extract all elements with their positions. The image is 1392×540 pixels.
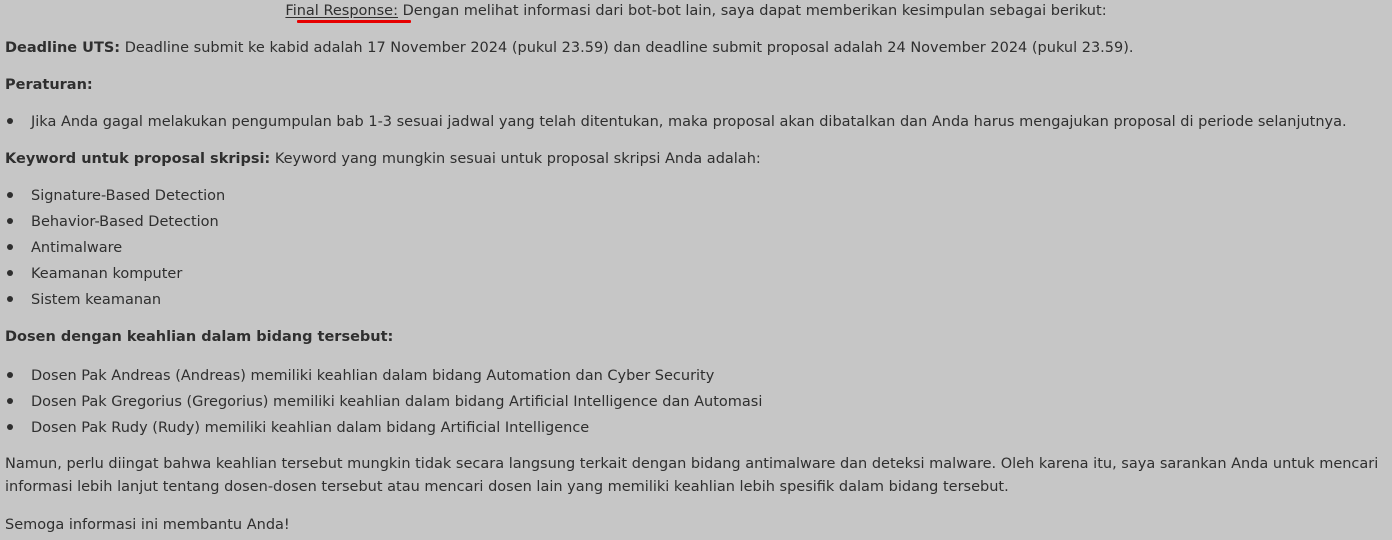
deadline-text: Deadline submit ke kabid adalah 17 November 2024 (pukul 23.59) dan deadline submit proposal adalah 24 November 2024 (pukul 23.59).	[120, 40, 1134, 56]
peraturan-heading: Peraturan:	[5, 77, 93, 93]
dosen-heading: Dosen dengan keahlian dalam bidang tersebut:	[5, 329, 394, 345]
list-item	[5, 366, 1388, 392]
list-item	[5, 212, 1388, 238]
bullet-icon	[7, 270, 13, 276]
list-item	[5, 418, 1388, 444]
bullet-icon	[7, 372, 13, 378]
final-response-line	[0, 1, 1392, 21]
keyword-text: Keyword yang mungkin sesuai untuk proposal skripsi Anda adalah:	[270, 151, 761, 167]
list-item	[5, 290, 1388, 316]
bullet-icon	[7, 424, 13, 430]
list-item-text: Dosen Pak Andreas (Andreas) memiliki keahlian dalam bidang Automation dan Cyber Security	[31, 368, 715, 384]
keyword-list	[5, 186, 1388, 316]
list-item	[5, 392, 1388, 418]
red-underline-marker	[297, 20, 411, 23]
keyword-line	[5, 149, 1388, 169]
list-item	[5, 238, 1388, 264]
list-item-text: Sistem keamanan	[31, 292, 162, 308]
bullet-icon	[7, 218, 13, 224]
deadline-label: Deadline UTS:	[5, 40, 121, 56]
deadline-line	[5, 38, 1388, 58]
list-item-text: Dosen Pak Gregorius (Gregorius) memiliki keahlian dalam bidang Artificial Intelligence dan Automasi	[31, 394, 763, 410]
bullet-icon	[7, 398, 13, 404]
list-item-text: Keamanan komputer	[31, 266, 183, 282]
dosen-list	[5, 366, 1388, 444]
note-paragraph: Namun, perlu diingat bahwa keahlian tersebut mungkin tidak secara langsung terkait dengan bidang antimalware dan deteksi malware. Oleh karena itu, saya sarankan Anda untuk mencari informasi lebih lanjut tentang dosen-dosen tersebut atau mencari dosen lain yang memiliki keahlian lebih spesifik dalam bidang tersebut.	[5, 456, 1379, 495]
list-item-text: Signature-Based Detection	[31, 188, 226, 204]
list-item-text: Antimalware	[31, 240, 123, 256]
bullet-icon	[7, 118, 13, 124]
list-item-text: Behavior-Based Detection	[31, 214, 219, 230]
bullet-icon	[7, 192, 13, 198]
keyword-label: Keyword untuk proposal skripsi:	[5, 151, 271, 167]
list-item-text: Jika Anda gagal melakukan pengumpulan bab 1-3 sesuai jadwal yang telah ditentukan, maka proposal akan dibatalkan dan Anda harus mengajukan proposal di periode selanjutnya.	[31, 114, 1347, 130]
list-item-text: Dosen Pak Rudy (Rudy) memiliki keahlian dalam bidang Artificial Intelligence	[31, 420, 590, 436]
closing-line: Semoga informasi ini membantu Anda!	[5, 517, 290, 533]
list-item	[5, 186, 1388, 212]
peraturan-list	[5, 112, 1388, 138]
list-item	[5, 264, 1388, 290]
bullet-icon	[7, 244, 13, 250]
final-response-label: Final Response:	[285, 3, 398, 19]
bullet-icon	[7, 296, 13, 302]
final-response-intro: Dengan melihat informasi dari bot-bot lain, saya dapat memberikan kesimpulan sebagai berikut:	[397, 3, 1107, 19]
list-item	[5, 112, 1388, 138]
